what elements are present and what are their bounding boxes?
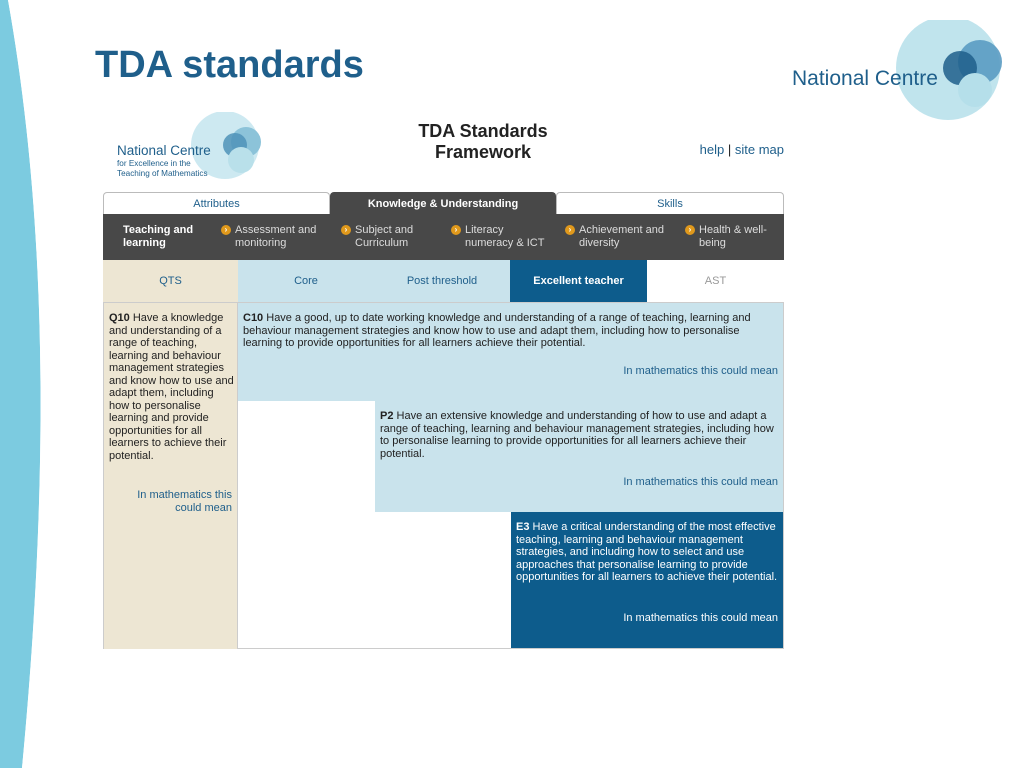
- subnav-label-line2: numeracy & ICT: [465, 236, 545, 249]
- standard-q10-code: Q10: [109, 312, 130, 324]
- subnav-health-wellbeing[interactable]: [679, 214, 784, 260]
- level-core[interactable]: Core: [238, 260, 374, 302]
- subnav-label-line1: Assessment and: [235, 224, 317, 236]
- standard-e3-cell: [511, 512, 783, 648]
- framework-title: [393, 121, 573, 163]
- standard-p2-code: P2: [380, 410, 394, 422]
- decorative-swoosh: [0, 0, 70, 768]
- subnav-teaching-learning[interactable]: [103, 214, 215, 260]
- category-tabs: [103, 192, 784, 214]
- help-link[interactable]: help: [699, 142, 725, 157]
- subnav-assessment-monitoring[interactable]: [215, 214, 335, 260]
- framework-title-line2: Framework: [434, 142, 532, 162]
- arrow-right-icon: ›: [565, 225, 575, 235]
- inner-logo-subtitle: [117, 159, 208, 179]
- subnav-literacy-numeracy-ict[interactable]: [445, 214, 559, 260]
- standard-q10-cell: [104, 303, 238, 649]
- tab-knowledge-understanding[interactable]: Knowledge & Understanding: [330, 192, 556, 214]
- site-map-link[interactable]: site map: [734, 142, 784, 157]
- level-qts[interactable]: QTS: [103, 260, 238, 302]
- arrow-right-icon: ›: [451, 225, 461, 235]
- subnav-label-line2: being: [699, 236, 726, 249]
- standard-p2-description: Have an extensive knowledge and understanding of how to use and adapt a range of teaching, learning and behaviour management strategies, including how to personalise learning to provide opportunities for all learners achieve their potential.: [380, 410, 774, 460]
- standard-e3-text: [516, 521, 778, 584]
- inner-logo-name: National Centre: [117, 143, 211, 158]
- standard-c10-code: C10: [243, 312, 264, 324]
- subnav-label-line2: monitoring: [235, 236, 287, 249]
- level-excellent-teacher[interactable]: Excellent teacher: [510, 260, 647, 302]
- standard-q10-text: [109, 312, 235, 462]
- standard-e3-code: E3: [516, 521, 530, 533]
- q10-maths-link[interactable]: In mathematics this could mean: [137, 489, 232, 514]
- subcategory-nav: [103, 214, 784, 260]
- standard-e3-description: Have a critical understanding of the most effective teaching, learning and behaviour management strategies, and including how to select and use approaches that personalise learning to provide opportunities for all learners to achieve their potential.: [516, 521, 778, 583]
- subnav-label-line1: Teaching and: [123, 224, 194, 236]
- p2-maths-link[interactable]: In mathematics this could mean: [623, 476, 778, 488]
- framework-title-line1: TDA Standards: [418, 121, 548, 141]
- slide-title: TDA standards: [95, 44, 364, 86]
- inner-logo-subtitle-line2: Teaching of Mathematics: [117, 169, 208, 178]
- inner-logo-subtitle-line1: for Excellence in the: [117, 159, 191, 168]
- top-logo-name: National Centre: [792, 67, 938, 90]
- c10-maths-link[interactable]: In mathematics this could mean: [623, 365, 778, 377]
- career-level-bar: [103, 260, 784, 302]
- subnav-label-line1: Literacy: [465, 224, 504, 236]
- help-links: [700, 142, 784, 157]
- tab-skills[interactable]: Skills: [556, 192, 784, 214]
- standard-c10-cell: [238, 303, 783, 401]
- arrow-right-icon: ›: [221, 225, 231, 235]
- subnav-achievement-diversity[interactable]: [559, 214, 679, 260]
- arrow-right-icon: ›: [685, 225, 695, 235]
- subnav-label-line1: Subject and: [355, 224, 414, 236]
- subnav-label-line1: Achievement and: [579, 224, 664, 236]
- standard-p2-text: [380, 410, 780, 460]
- e3-maths-link[interactable]: In mathematics this could mean: [623, 612, 778, 624]
- standard-c10-text: [243, 312, 778, 350]
- link-separator: |: [727, 142, 732, 157]
- subnav-label-line2: diversity: [579, 236, 620, 249]
- arrow-right-icon: ›: [341, 225, 351, 235]
- level-post-threshold[interactable]: Post threshold: [374, 260, 510, 302]
- subnav-label-line2: learning: [123, 236, 166, 249]
- subnav-subject-curriculum[interactable]: [335, 214, 445, 260]
- subnav-label-line2: Curriculum: [355, 236, 409, 249]
- standard-c10-description: Have a good, up to date working knowledge and understanding of a range of teaching, learning and behaviour management strategies and know how to use and adapt them, including how to personalise learning to provide opportunities for all learners achieve their potential.: [243, 312, 751, 349]
- standard-p2-cell: [375, 401, 783, 512]
- level-ast[interactable]: AST: [647, 260, 784, 302]
- standards-grid: [103, 302, 784, 649]
- standard-q10-description: Have a knowledge and understanding of a range of teaching, learning and behaviour management strategies and know how to use and adapt them, including how to personalise learning and provide opportunities for all learners to achieve their potential.: [109, 312, 234, 462]
- subnav-label-line1: Health & well-: [699, 224, 767, 236]
- tda-framework-panel: [103, 112, 784, 649]
- tab-attributes[interactable]: Attributes: [103, 192, 330, 214]
